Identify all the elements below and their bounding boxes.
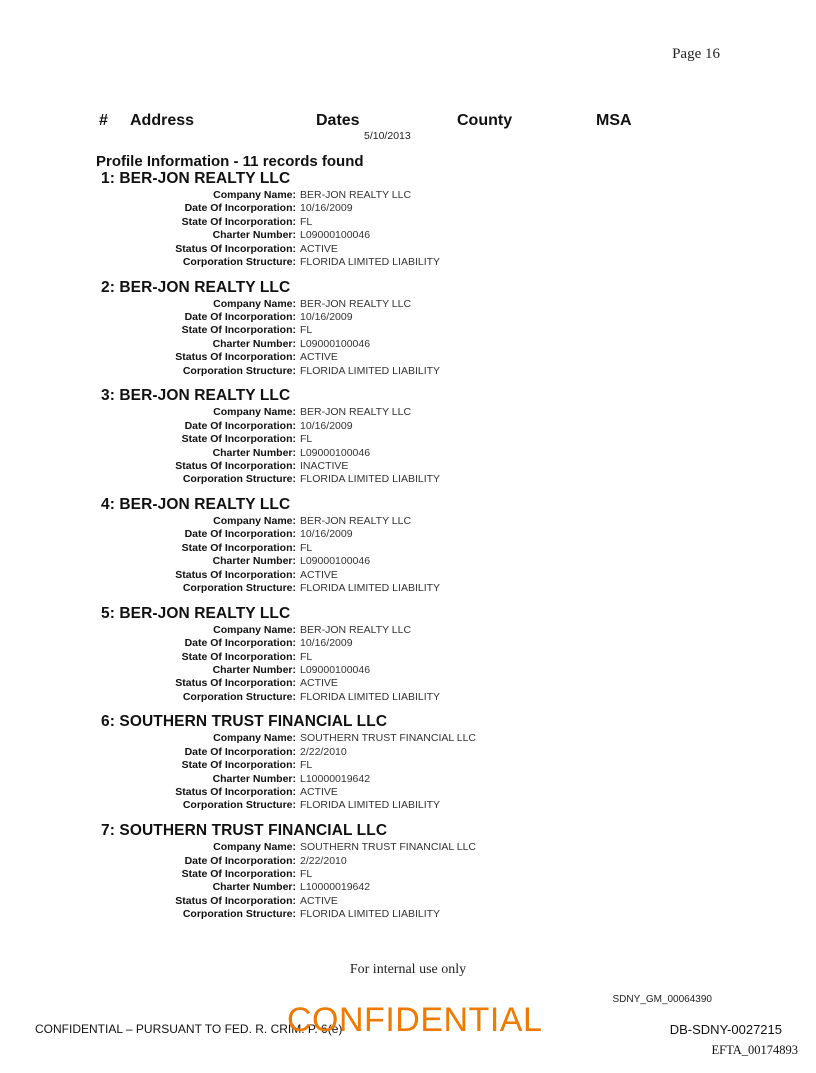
field-row-charter-number <box>0 338 816 351</box>
field-value: ACTIVE <box>300 894 338 907</box>
field-value: L09000100046 <box>300 337 371 350</box>
field-row-company-name <box>0 732 816 745</box>
profile-record <box>0 279 816 388</box>
field-row-status-of-incorporation <box>0 460 816 473</box>
field-row-status-of-incorporation <box>0 895 816 908</box>
record-title: 4: BER-JON REALTY LLC <box>101 496 291 514</box>
field-label: Date Of Incorporation: <box>184 419 296 432</box>
field-value: FL <box>300 324 313 337</box>
record-fields <box>0 298 816 378</box>
field-label: Corporation Structure: <box>182 908 296 921</box>
record-title: 6: SOUTHERN TRUST FINANCIAL LLC <box>101 713 388 731</box>
field-label: Company Name: <box>213 189 296 201</box>
field-label: Charter Number: <box>212 555 296 568</box>
field-row-status-of-incorporation <box>0 786 816 799</box>
field-label: Company Name: <box>213 406 296 419</box>
address-table-header <box>0 112 816 146</box>
field-row-state-of-incorporation <box>0 651 816 664</box>
record-fields <box>0 515 816 595</box>
field-value: ACTIVE <box>300 351 338 364</box>
field-row-state-of-incorporation <box>0 868 816 881</box>
field-value: FL <box>300 433 313 446</box>
field-value: 10/16/2009 <box>300 419 353 432</box>
field-row-state-of-incorporation <box>0 324 816 337</box>
field-value: FL <box>300 759 313 772</box>
field-row-state-of-incorporation <box>0 542 816 555</box>
field-value: FL <box>300 541 313 554</box>
field-row-company-name <box>0 515 816 528</box>
profile-record <box>0 170 816 279</box>
field-label: Corporation Structure: <box>182 582 296 595</box>
record-title: 1: BER-JON REALTY LLC <box>101 170 291 187</box>
field-row-company-name <box>0 298 816 311</box>
confidential-stamp: CONFIDENTIAL <box>287 1001 543 1039</box>
field-value: FL <box>300 215 313 228</box>
field-row-charter-number <box>0 773 816 786</box>
profile-record <box>0 822 816 931</box>
field-label: Corporation Structure: <box>182 473 296 486</box>
efta-number: EFTA_00174893 <box>711 1043 798 1057</box>
field-label: Charter Number: <box>212 337 296 350</box>
field-row-status-of-incorporation <box>0 569 816 582</box>
field-value: 10/16/2009 <box>300 311 353 324</box>
field-label: Corporation Structure: <box>182 364 296 377</box>
field-value: FLORIDA LIMITED LIABILITY <box>300 799 441 812</box>
column-header-number: # <box>99 112 108 129</box>
field-value: BER-JON REALTY LLC <box>300 623 412 636</box>
field-label: State Of Incorporation: <box>181 759 296 772</box>
profile-record <box>0 605 816 714</box>
field-value: INACTIVE <box>300 459 349 472</box>
field-row-date-of-incorporation <box>0 420 816 433</box>
field-row-corporation-structure <box>0 365 816 378</box>
record-fields <box>0 732 816 812</box>
field-label: Status Of Incorporation: <box>175 677 296 690</box>
field-row-corporation-structure <box>0 691 816 704</box>
field-label: State Of Incorporation: <box>181 324 296 337</box>
field-row-charter-number <box>0 881 816 894</box>
field-value: BER-JON REALTY LLC <box>300 189 412 201</box>
field-label: Status Of Incorporation: <box>175 568 296 581</box>
field-row-date-of-incorporation <box>0 746 816 759</box>
record-title: 2: BER-JON REALTY LLC <box>101 278 291 296</box>
field-value: FLORIDA LIMITED LIABILITY <box>300 473 441 486</box>
field-value: FLORIDA LIMITED LIABILITY <box>300 690 441 703</box>
record-fields <box>0 624 816 704</box>
internal-use-notice: For internal use only <box>349 962 467 977</box>
field-label: State Of Incorporation: <box>181 650 296 663</box>
field-value: SOUTHERN TRUST FINANCIAL LLC <box>300 732 477 745</box>
record-fields <box>0 841 816 921</box>
field-label: Corporation Structure: <box>182 690 296 703</box>
field-row-status-of-incorporation <box>0 243 816 256</box>
field-value: L09000100046 <box>300 663 371 676</box>
field-value: BER-JON REALTY LLC <box>300 297 412 310</box>
field-row-status-of-incorporation <box>0 351 816 364</box>
field-label: Status Of Incorporation: <box>175 786 296 798</box>
profile-records-list <box>0 170 816 931</box>
field-value: ACTIVE <box>300 677 338 690</box>
field-label: State Of Incorporation: <box>181 215 296 228</box>
field-row-date-of-incorporation <box>0 311 816 324</box>
field-label: Status Of Incorporation: <box>175 351 296 364</box>
field-label: Date Of Incorporation: <box>184 311 296 324</box>
field-label: Date Of Incorporation: <box>184 745 296 758</box>
field-label: Date Of Incorporation: <box>184 202 296 215</box>
field-row-company-name <box>0 841 816 854</box>
bates-number-db-sdny: DB-SDNY-0027215 <box>669 1022 782 1037</box>
column-header-dates: Dates <box>316 112 360 129</box>
field-label: State Of Incorporation: <box>181 541 296 554</box>
field-label: Status Of Incorporation: <box>175 459 296 472</box>
field-value: ACTIVE <box>300 786 338 798</box>
confidential-notice: CONFIDENTIAL – PURSUANT TO FED. R. CRIM. P. 6(e) <box>35 1022 343 1036</box>
field-value: BER-JON REALTY LLC <box>300 406 412 419</box>
field-row-charter-number <box>0 664 816 677</box>
field-row-company-name <box>0 624 816 637</box>
record-fields <box>0 189 816 269</box>
field-label: Corporation Structure: <box>182 799 296 812</box>
field-value: 2/22/2010 <box>300 745 347 758</box>
field-label: Status Of Incorporation: <box>175 242 296 255</box>
field-label: Charter Number: <box>212 772 296 785</box>
field-row-charter-number <box>0 555 816 568</box>
field-value: 10/16/2009 <box>300 637 353 650</box>
field-row-corporation-structure <box>0 799 816 812</box>
field-row-charter-number <box>0 229 816 242</box>
field-label: Date Of Incorporation: <box>184 854 296 867</box>
field-value: L10000019642 <box>300 772 371 785</box>
field-label: Corporation Structure: <box>182 255 296 268</box>
column-header-county: County <box>457 112 513 129</box>
date-value: 5/10/2013 <box>364 130 411 142</box>
field-row-corporation-structure <box>0 256 816 269</box>
field-row-charter-number <box>0 447 816 460</box>
field-label: Charter Number: <box>212 229 296 242</box>
page-number: Page 16 <box>672 46 720 62</box>
field-row-date-of-incorporation <box>0 855 816 868</box>
profile-record <box>0 713 816 822</box>
field-label: Charter Number: <box>212 446 296 459</box>
field-row-status-of-incorporation <box>0 677 816 690</box>
column-header-msa: MSA <box>596 112 632 129</box>
field-label: Company Name: <box>213 623 296 636</box>
field-row-date-of-incorporation <box>0 637 816 650</box>
field-row-state-of-incorporation <box>0 216 816 229</box>
field-value: ACTIVE <box>300 242 338 255</box>
field-label: Company Name: <box>213 297 296 310</box>
profile-section-heading: Profile Information - 11 records found <box>96 153 364 170</box>
bates-number-sdny-gm: SDNY_GM_00064390 <box>612 994 712 1005</box>
field-value: ACTIVE <box>300 568 338 581</box>
field-label: Company Name: <box>213 732 296 745</box>
field-label: Status Of Incorporation: <box>175 894 296 907</box>
field-label: State Of Incorporation: <box>181 433 296 446</box>
field-label: Charter Number: <box>212 881 296 894</box>
field-value: 2/22/2010 <box>300 854 347 867</box>
field-value: FLORIDA LIMITED LIABILITY <box>300 255 441 268</box>
field-value: 10/16/2009 <box>300 202 353 215</box>
field-row-state-of-incorporation <box>0 433 816 446</box>
field-row-corporation-structure <box>0 582 816 595</box>
field-row-company-name <box>0 406 816 419</box>
field-value: BER-JON REALTY LLC <box>300 515 412 528</box>
field-label: Charter Number: <box>212 663 296 676</box>
field-value: L09000100046 <box>300 229 371 242</box>
field-value: SOUTHERN TRUST FINANCIAL LLC <box>300 841 477 854</box>
field-label: Company Name: <box>213 515 296 528</box>
record-title: 7: SOUTHERN TRUST FINANCIAL LLC <box>101 822 388 840</box>
field-row-date-of-incorporation <box>0 202 816 215</box>
profile-record <box>0 387 816 496</box>
field-label: State Of Incorporation: <box>181 867 296 880</box>
field-row-company-name <box>0 189 816 202</box>
profile-record <box>0 496 816 605</box>
field-value: FLORIDA LIMITED LIABILITY <box>300 364 441 377</box>
field-value: FLORIDA LIMITED LIABILITY <box>300 908 441 921</box>
field-value: L10000019642 <box>300 881 371 894</box>
field-value: FL <box>300 650 313 663</box>
field-label: Company Name: <box>213 841 296 854</box>
field-row-corporation-structure <box>0 908 816 921</box>
record-fields <box>0 406 816 486</box>
field-value: 10/16/2009 <box>300 528 353 541</box>
field-value: L09000100046 <box>300 446 371 459</box>
column-header-address: Address <box>130 112 195 129</box>
field-row-date-of-incorporation <box>0 528 816 541</box>
record-title: 3: BER-JON REALTY LLC <box>101 387 291 405</box>
field-value: FL <box>300 867 313 880</box>
field-label: Date Of Incorporation: <box>184 637 296 650</box>
record-title: 5: BER-JON REALTY LLC <box>101 604 291 622</box>
field-row-corporation-structure <box>0 473 816 486</box>
field-row-state-of-incorporation <box>0 759 816 772</box>
field-value: FLORIDA LIMITED LIABILITY <box>300 582 441 595</box>
field-label: Date Of Incorporation: <box>184 528 296 541</box>
field-value: L09000100046 <box>300 555 371 568</box>
